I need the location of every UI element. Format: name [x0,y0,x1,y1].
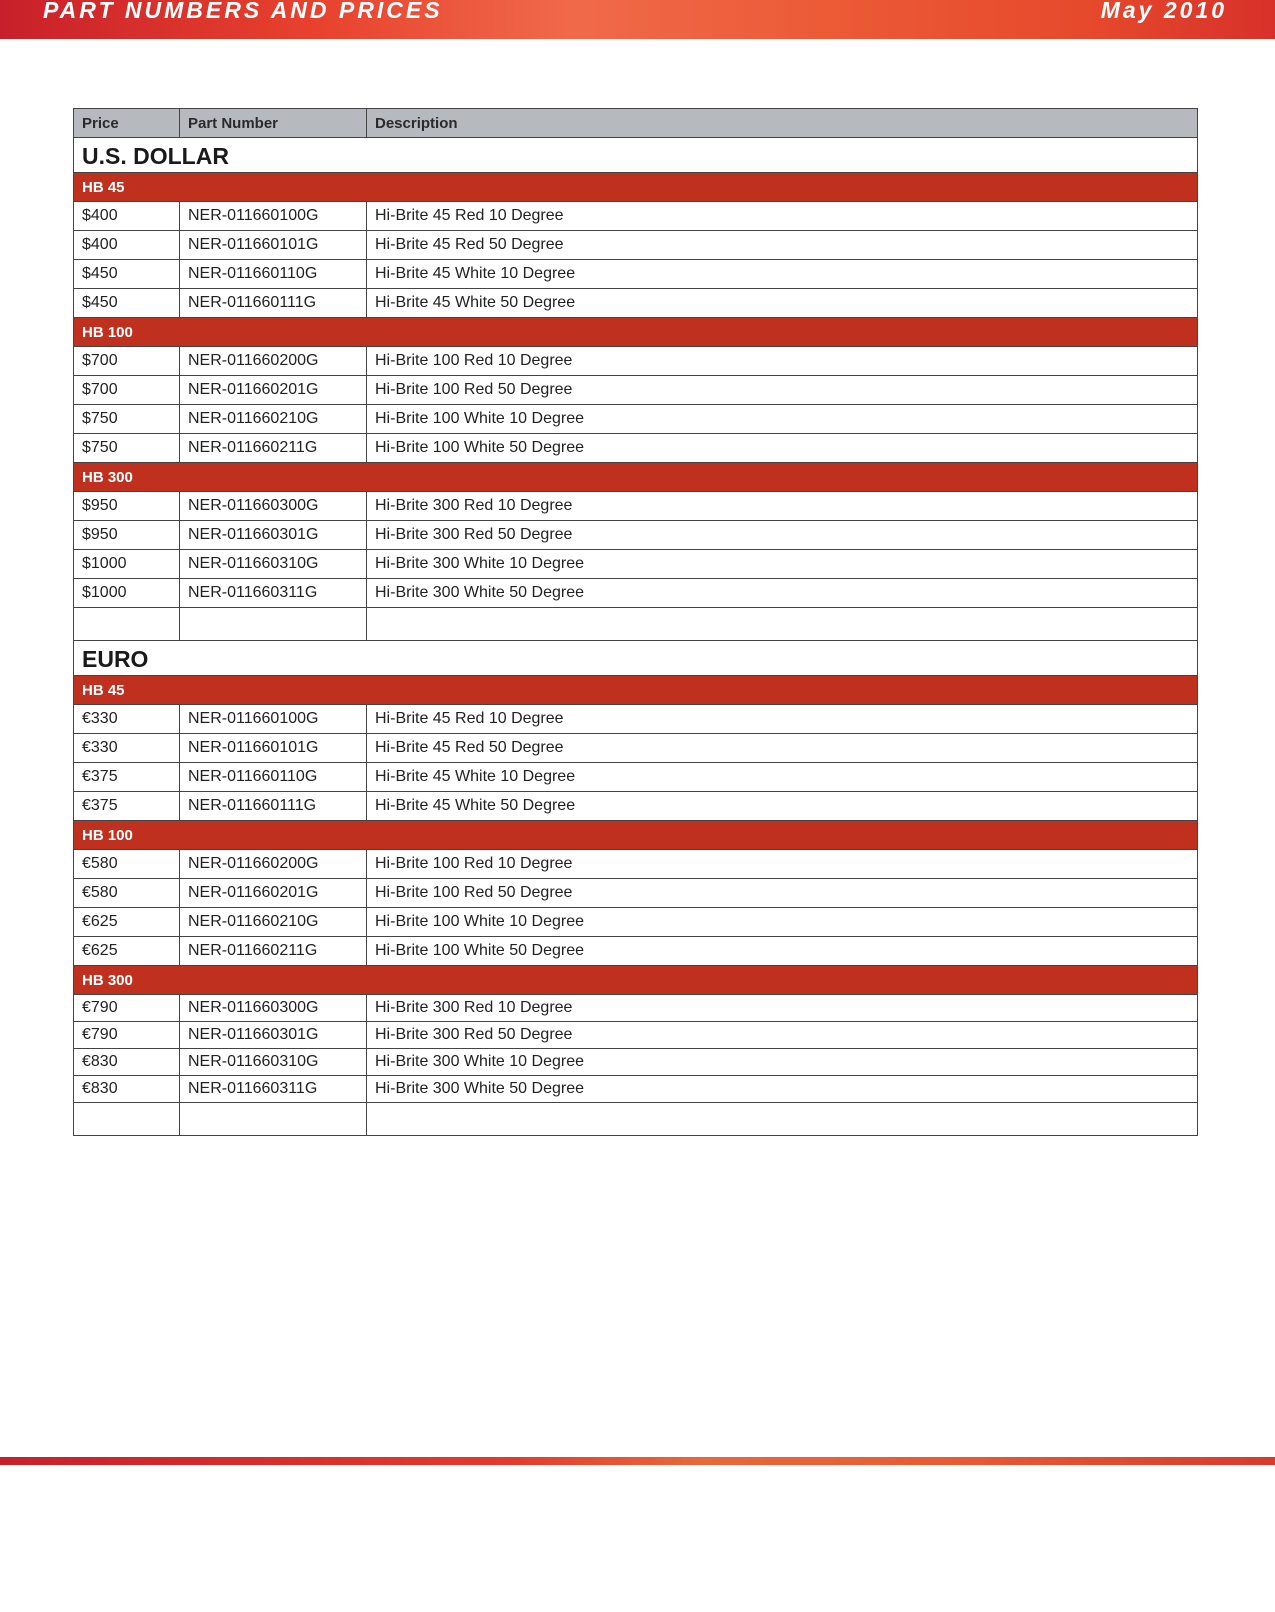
price-cell: €375 [74,792,180,821]
description-cell: Hi-Brite 100 Red 50 Degree [367,879,1198,908]
description-cell: Hi-Brite 300 Red 10 Degree [367,995,1198,1022]
product-group-label: HB 100 [74,821,1198,850]
part-number-cell: NER-011660310G [180,550,367,579]
part-number-cell: NER-011660110G [180,260,367,289]
table-row [74,492,1198,521]
product-group-row [74,966,1198,995]
table-row [74,434,1198,463]
part-number-cell: NER-011660300G [180,995,367,1022]
empty-row [74,608,1198,641]
empty-row [74,1103,1198,1136]
page-date: May 2010 [1100,0,1227,23]
empty-cell [367,1103,1198,1136]
part-number-cell: NER-011660201G [180,376,367,405]
table-row [74,231,1198,260]
product-group-row [74,318,1198,347]
part-number-cell: NER-011660310G [180,1049,367,1076]
product-group-label: HB 300 [74,463,1198,492]
price-cell: $1000 [74,579,180,608]
price-cell: €375 [74,763,180,792]
price-cell: $700 [74,376,180,405]
price-cell: €830 [74,1049,180,1076]
table-row [74,405,1198,434]
price-cell: $750 [74,434,180,463]
price-cell: $450 [74,289,180,318]
part-number-cell: NER-011660301G [180,521,367,550]
table-row [74,1049,1198,1076]
description-cell: Hi-Brite 300 White 50 Degree [367,1076,1198,1103]
table-row [74,347,1198,376]
empty-cell [180,1103,367,1136]
price-cell: €330 [74,705,180,734]
empty-cell [74,1103,180,1136]
table-row [74,202,1198,231]
price-cell: $450 [74,260,180,289]
table-row [74,937,1198,966]
price-cell: $950 [74,492,180,521]
top-banner [0,0,1275,39]
price-cell: €580 [74,850,180,879]
price-cell: $750 [74,405,180,434]
empty-cell [367,608,1198,641]
table-row [74,260,1198,289]
table-row [74,879,1198,908]
part-number-cell: NER-011660311G [180,579,367,608]
part-number-cell: NER-011660101G [180,734,367,763]
part-number-cell: NER-011660311G [180,1076,367,1103]
table-row [74,705,1198,734]
description-cell: Hi-Brite 100 White 10 Degree [367,405,1198,434]
product-group-row [74,173,1198,202]
table-row [74,579,1198,608]
description-cell: Hi-Brite 45 White 10 Degree [367,260,1198,289]
price-cell: $400 [74,231,180,260]
price-cell: $400 [74,202,180,231]
description-cell: Hi-Brite 45 Red 10 Degree [367,705,1198,734]
page-title: PART NUMBERS AND PRICES [43,0,443,23]
description-cell: Hi-Brite 300 Red 50 Degree [367,521,1198,550]
table-row [74,792,1198,821]
part-number-cell: NER-011660200G [180,850,367,879]
empty-cell [180,608,367,641]
table-row [74,1022,1198,1049]
bottom-rule [0,1457,1275,1465]
price-cell: €625 [74,908,180,937]
price-cell: €330 [74,734,180,763]
part-number-cell: NER-011660201G [180,879,367,908]
column-header-description: Description [367,109,1198,138]
part-number-cell: NER-011660101G [180,231,367,260]
part-number-cell: NER-011660110G [180,763,367,792]
part-number-cell: NER-011660100G [180,705,367,734]
price-cell: $950 [74,521,180,550]
table-header-row [74,109,1198,138]
part-number-cell: NER-011660111G [180,792,367,821]
description-cell: Hi-Brite 100 Red 10 Degree [367,850,1198,879]
price-table-body [74,138,1198,1136]
description-cell: Hi-Brite 300 White 50 Degree [367,579,1198,608]
price-table [73,108,1198,1136]
table-row [74,550,1198,579]
description-cell: Hi-Brite 45 Red 50 Degree [367,734,1198,763]
table-row [74,995,1198,1022]
part-number-cell: NER-011660100G [180,202,367,231]
table-row [74,763,1198,792]
table-row [74,734,1198,763]
price-cell: €830 [74,1076,180,1103]
price-cell: €580 [74,879,180,908]
part-number-cell: NER-011660210G [180,405,367,434]
part-number-cell: NER-011660210G [180,908,367,937]
part-number-cell: NER-011660300G [180,492,367,521]
description-cell: Hi-Brite 300 White 10 Degree [367,550,1198,579]
description-cell: Hi-Brite 100 White 10 Degree [367,908,1198,937]
description-cell: Hi-Brite 300 White 10 Degree [367,1049,1198,1076]
description-cell: Hi-Brite 45 White 10 Degree [367,763,1198,792]
currency-section-row [74,138,1198,173]
table-row [74,850,1198,879]
column-header-part-number: Part Number [180,109,367,138]
price-cell: €790 [74,995,180,1022]
price-cell: $1000 [74,550,180,579]
price-cell: €790 [74,1022,180,1049]
description-cell: Hi-Brite 45 White 50 Degree [367,289,1198,318]
product-group-label: HB 45 [74,173,1198,202]
empty-cell [74,608,180,641]
description-cell: Hi-Brite 45 White 50 Degree [367,792,1198,821]
part-number-cell: NER-011660111G [180,289,367,318]
part-number-cell: NER-011660211G [180,434,367,463]
table-row [74,908,1198,937]
product-group-row [74,463,1198,492]
price-cell: €625 [74,937,180,966]
product-group-label: HB 45 [74,676,1198,705]
product-group-label: HB 300 [74,966,1198,995]
product-group-row [74,821,1198,850]
price-cell: $700 [74,347,180,376]
description-cell: Hi-Brite 100 White 50 Degree [367,937,1198,966]
table-row [74,376,1198,405]
description-cell: Hi-Brite 100 White 50 Degree [367,434,1198,463]
product-group-label: HB 100 [74,318,1198,347]
table-row [74,1076,1198,1103]
description-cell: Hi-Brite 45 Red 50 Degree [367,231,1198,260]
product-group-row [74,676,1198,705]
table-row [74,289,1198,318]
currency-section-row [74,641,1198,676]
part-number-cell: NER-011660200G [180,347,367,376]
table-row [74,521,1198,550]
description-cell: Hi-Brite 100 Red 50 Degree [367,376,1198,405]
part-number-cell: NER-011660211G [180,937,367,966]
description-cell: Hi-Brite 300 Red 10 Degree [367,492,1198,521]
column-header-price: Price [74,109,180,138]
currency-heading: EURO [74,641,1198,676]
description-cell: Hi-Brite 45 Red 10 Degree [367,202,1198,231]
currency-heading: U.S. DOLLAR [74,138,1198,173]
description-cell: Hi-Brite 300 Red 50 Degree [367,1022,1198,1049]
part-number-cell: NER-011660301G [180,1022,367,1049]
description-cell: Hi-Brite 100 Red 10 Degree [367,347,1198,376]
